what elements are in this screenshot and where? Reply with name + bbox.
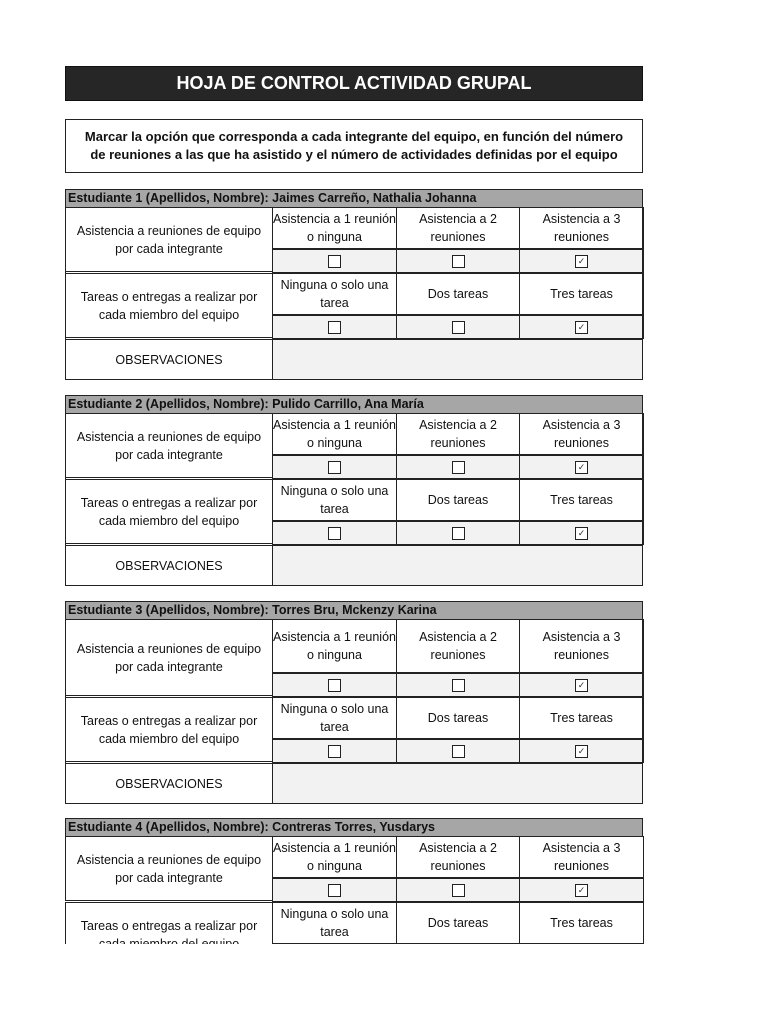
attendance-checkbox-cell — [519, 249, 644, 273]
tasks-checkbox[interactable] — [452, 745, 465, 758]
attendance-checkbox[interactable]: ✓ — [575, 884, 588, 897]
page-cutoff — [0, 944, 768, 1024]
tasks-label: Tareas o entregas a realizar por — [65, 902, 273, 967]
observations-label: OBSERVACIONES — [65, 763, 273, 804]
tasks-checkbox[interactable] — [452, 321, 465, 334]
attendance-checkbox-cell — [272, 673, 397, 697]
attendance-checkbox[interactable]: ✓ — [575, 255, 588, 268]
tasks-label: Tareas o entregas a realizar por cada miembro del equipo — [65, 479, 273, 544]
attendance-option-2: Asistencia a 2 reuniones — [396, 619, 520, 673]
tasks-option-3: Tres tareas — [519, 273, 644, 315]
attendance-checkbox-cell — [519, 455, 644, 479]
tasks-checkbox-cell — [519, 521, 644, 545]
attendance-label: Asistencia a reuniones de equipo por cada integrante — [65, 413, 273, 478]
attendance-option-2: Asistencia a 2 reuniones — [396, 207, 520, 249]
attendance-label: Asistencia a reuniones de equipo por cada integrante — [65, 207, 273, 272]
attendance-option-3: Asistencia a 3 reuniones — [519, 619, 644, 673]
student-header: Estudiante 4 (Apellidos, Nombre): Contreras Torres, Yusdarys — [65, 818, 643, 837]
tasks-option-3: Tres tareas — [519, 902, 644, 944]
attendance-checkbox-cell — [272, 249, 397, 273]
tasks-option-3: Tres tareas — [519, 479, 644, 521]
tasks-checkbox-cell — [272, 521, 397, 545]
attendance-checkbox-cell — [396, 455, 520, 479]
attendance-checkbox-cell — [519, 878, 644, 902]
tasks-checkbox-cell — [396, 739, 520, 763]
student-header: Estudiante 1 (Apellidos, Nombre): Jaimes Carreño, Nathalia Johanna — [65, 189, 643, 208]
observations-field[interactable] — [272, 545, 643, 586]
attendance-checkbox[interactable] — [452, 679, 465, 692]
tasks-checkbox[interactable]: ✓ — [575, 321, 588, 334]
attendance-option-1: Asistencia a 1 reunión o ninguna — [272, 413, 397, 455]
attendance-option-3: Asistencia a 3 reuniones — [519, 207, 644, 249]
tasks-checkbox[interactable]: ✓ — [575, 745, 588, 758]
tasks-checkbox-cell — [396, 315, 520, 339]
tasks-option-2: Dos tareas — [396, 273, 520, 315]
attendance-option-2: Asistencia a 2 reuniones — [396, 413, 520, 455]
attendance-checkbox[interactable]: ✓ — [575, 679, 588, 692]
attendance-checkbox[interactable] — [328, 461, 341, 474]
observations-field[interactable] — [272, 339, 643, 380]
attendance-checkbox-cell — [519, 673, 644, 697]
attendance-checkbox-cell — [272, 455, 397, 479]
tasks-checkbox[interactable] — [328, 527, 341, 540]
attendance-option-2: Asistencia a 2 reuniones — [396, 836, 520, 878]
attendance-checkbox[interactable] — [452, 255, 465, 268]
tasks-label: Tareas o entregas a realizar por cada miembro del equipo — [65, 697, 273, 762]
tasks-checkbox[interactable] — [328, 321, 341, 334]
observations-field[interactable] — [272, 763, 643, 804]
tasks-checkbox-cell — [519, 739, 644, 763]
tasks-option-1: Ninguna o solo una tarea — [272, 273, 397, 315]
attendance-option-3: Asistencia a 3 reuniones — [519, 413, 644, 455]
observations-label: OBSERVACIONES — [65, 545, 273, 586]
attendance-checkbox[interactable] — [452, 461, 465, 474]
tasks-option-2: Dos tareas — [396, 479, 520, 521]
attendance-checkbox-cell — [396, 878, 520, 902]
attendance-checkbox[interactable] — [328, 884, 341, 897]
tasks-option-2: Dos tareas — [396, 902, 520, 944]
attendance-checkbox-cell — [396, 673, 520, 697]
attendance-label: Asistencia a reuniones de equipo por cada integrante — [65, 619, 273, 696]
tasks-checkbox[interactable] — [328, 745, 341, 758]
attendance-checkbox-cell — [272, 878, 397, 902]
attendance-label: Asistencia a reuniones de equipo por cada integrante — [65, 836, 273, 901]
tasks-checkbox-cell — [272, 315, 397, 339]
tasks-option-1: Ninguna o solo una tarea — [272, 902, 397, 944]
instructions: Marcar la opción que corresponda a cada integrante del equipo, en función del número de reuniones a las que ha asistido y el número de actividades definidas por el equipo — [65, 119, 643, 173]
tasks-checkbox-cell — [396, 521, 520, 545]
tasks-option-1: Ninguna o solo una tarea — [272, 479, 397, 521]
tasks-checkbox[interactable]: ✓ — [575, 527, 588, 540]
tasks-option-2: Dos tareas — [396, 697, 520, 739]
student-header: Estudiante 3 (Apellidos, Nombre): Torres Bru, Mckenzy Karina — [65, 601, 643, 620]
tasks-checkbox[interactable] — [452, 527, 465, 540]
attendance-checkbox[interactable]: ✓ — [575, 461, 588, 474]
attendance-option-3: Asistencia a 3 reuniones — [519, 836, 644, 878]
tasks-checkbox-cell — [272, 739, 397, 763]
observations-label: OBSERVACIONES — [65, 339, 273, 380]
attendance-option-1: Asistencia a 1 reunión o ninguna — [272, 207, 397, 249]
page-title: HOJA DE CONTROL ACTIVIDAD GRUPAL — [65, 66, 643, 101]
attendance-checkbox[interactable] — [452, 884, 465, 897]
attendance-option-1: Asistencia a 1 reunión o ninguna — [272, 619, 397, 673]
tasks-label: Tareas o entregas a realizar por cada miembro del equipo — [65, 273, 273, 338]
attendance-checkbox-cell — [396, 249, 520, 273]
attendance-checkbox[interactable] — [328, 255, 341, 268]
student-header: Estudiante 2 (Apellidos, Nombre): Pulido Carrillo, Ana María — [65, 395, 643, 414]
tasks-option-1: Ninguna o solo una tarea — [272, 697, 397, 739]
tasks-checkbox-cell — [519, 315, 644, 339]
attendance-checkbox[interactable] — [328, 679, 341, 692]
tasks-option-3: Tres tareas — [519, 697, 644, 739]
attendance-option-1: Asistencia a 1 reunión o ninguna — [272, 836, 397, 878]
